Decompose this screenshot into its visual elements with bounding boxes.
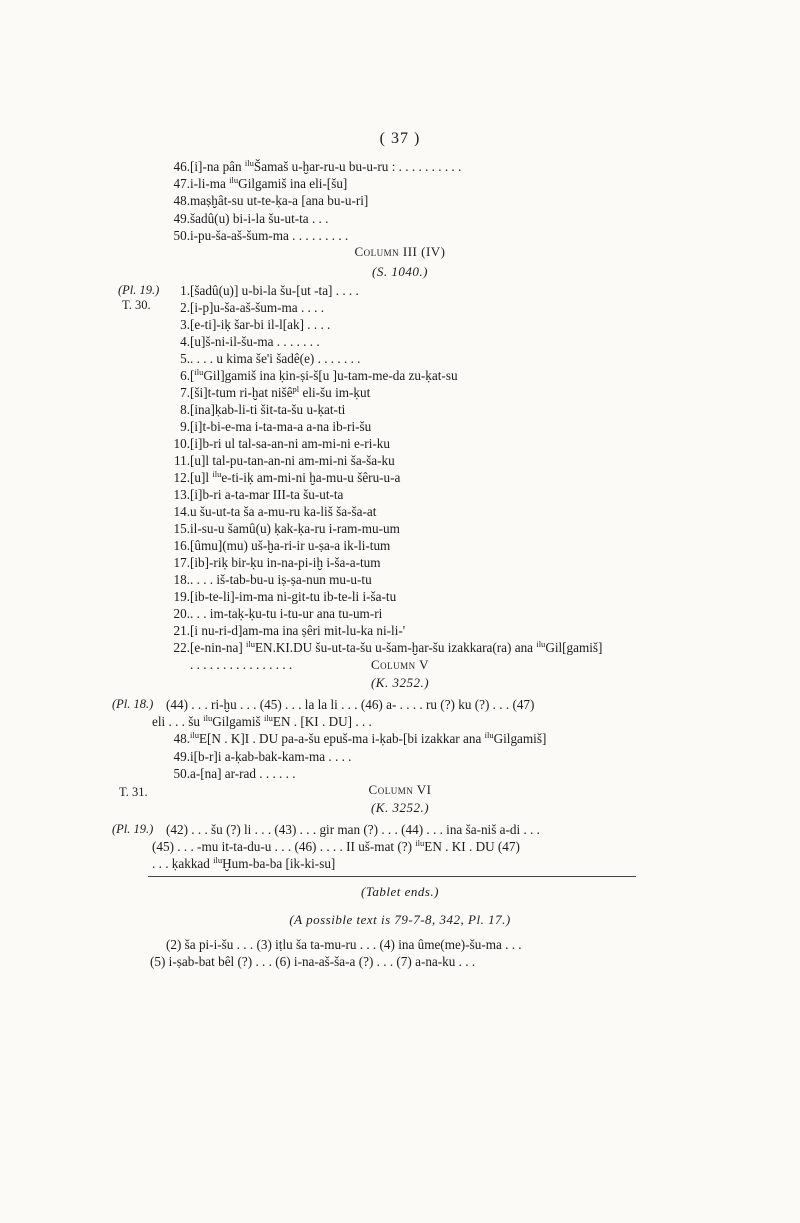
line-text: a-[na] ar-rad . . . . . . xyxy=(190,766,296,781)
line-number: 1. xyxy=(180,283,190,298)
line-number: 16. xyxy=(173,538,190,553)
line-number: 46. xyxy=(173,159,190,174)
line-number: 49. xyxy=(173,210,190,226)
plate-ref-18: (Pl. 18.) xyxy=(112,697,154,711)
line-text: [u]l tal-pu-tan-an-ni am-mi-ni ša-ša-ku xyxy=(190,453,395,468)
line-number: 15. xyxy=(173,521,190,536)
line-text: u šu-ut-ta ša a-mu-ru ka-liš ša-ša-at xyxy=(190,504,377,519)
line-text: . . . . iš-tab-bu-u iṣ-ṣa-nun mu-u-tu xyxy=(190,572,372,587)
column-iii-heading: Column III (IV) xyxy=(354,244,446,259)
column-vi-row-1: (42) . . . šu (?) li . . . (43) . . . gir man (?) . . . (44) . . . ina ša-niš a-di . . . xyxy=(166,822,540,837)
line-text: [ib]-riḳ bir-ḳu in-na-pi-iḫ i-ša-a-tum xyxy=(190,555,381,570)
line-text: [$^{ilu}$Gil]gamiš ina ḳin-ṣi-š[u ]u-tam-me-da zu-ḳat-su xyxy=(190,367,458,383)
line-text: [šadû(u)] u-bi-la šu-[ut -ta] . . . . xyxy=(190,283,359,298)
line-number: 19. xyxy=(173,589,190,604)
line-text: [i]b-ri ul tal-sa-an-ni am-mi-ni e-ri-ku xyxy=(190,436,390,451)
line-text: i-pu-ša-aš-šum-ma . . . . . . . . . xyxy=(190,227,349,243)
line-text: $^{ilu}$E[N . K]I . DU pa-a-šu epuš-ma i-ḳab-[bi izakkar ana $^{ilu}$Gilgamiš] xyxy=(190,730,547,746)
line-text: i-li-ma $^{ilu}$Gilgamiš ina eli-[šu] xyxy=(190,175,348,192)
line-number: 13. xyxy=(173,487,190,502)
line-number: 20. xyxy=(173,606,190,621)
line-text: [u]š-ni-il-šu-ma . . . . . . . xyxy=(190,334,320,349)
column-vi-heading: Column VI xyxy=(368,782,432,797)
horizontal-rule xyxy=(148,876,636,877)
line-number: 10. xyxy=(173,436,190,451)
line-number: 5. xyxy=(180,351,190,366)
line-number: 2. xyxy=(180,300,190,315)
line-text: [e-nin-na] $^{ilu}$EN.KI.DU šu-ut-ta-šu u-šam-ḫar-šu izakkara(ra) ana $^{ilu}$Gil[gamiš] xyxy=(190,639,603,655)
column-vi-row-2: (45) . . . -mu it-ta-du-u . . . (46) . . . . II uš-mat (?) $^{ilu}$EN . KI . DU (47) xyxy=(152,838,520,854)
line-text: [ši]t-tum ri-ḫat nišê$^{pl}$ eli-šu im-ḳut xyxy=(190,384,371,400)
line-number: 3. xyxy=(180,317,190,332)
line-number: 11. xyxy=(174,453,190,468)
line-number: 18. xyxy=(173,572,190,587)
tablet-ref-31: T. 31. xyxy=(119,785,148,799)
line-number: 50. xyxy=(173,227,190,243)
line-text: [i-p]u-ša-aš-šum-ma . . . . xyxy=(190,300,325,315)
line-text: il-su-u šamû(u) ḳak-ḳa-ru i-ram-mu-um xyxy=(190,521,400,536)
line-number: 49. xyxy=(173,748,190,764)
line-text: [ina]ḳab-li-ti šit-ta-šu u-ḳat-ti xyxy=(190,402,346,417)
line-text: [i nu-ri-d]am-ma ina ṣêri mit-lu-ka ni-li-' xyxy=(190,623,406,638)
line-text: . . . im-taḳ-ḳu-tu i-tu-ur ana tu-um-ri xyxy=(190,606,383,621)
page-number: ( 37 ) xyxy=(379,130,421,147)
possible-text-row-2: (5) i-ṣab-bat bêl (?) . . . (6) i-na-aš-ša-a (?) . . . (7) a-na-ku . . . xyxy=(150,954,476,969)
tablet-ref-30: T. 30. xyxy=(122,298,151,312)
column-vi-source: (K. 3252.) xyxy=(370,800,430,815)
line-text: [ib-te-li]-im-ma ni-git-tu ib-te-li i-ša-tu xyxy=(190,589,397,604)
line-text: maṣḫât-su ut-te-ḳa-a [ana bu-u-ri] xyxy=(190,193,369,209)
line-number: 48. xyxy=(173,731,190,746)
line-number: 9. xyxy=(180,419,190,434)
column-v-heading: Column V xyxy=(370,657,430,672)
line-number: 48. xyxy=(173,193,190,209)
column-v-row-2: eli . . . šu $^{ilu}$Gilgamiš $^{ilu}$EN . [KI . DU] . . . xyxy=(152,713,372,729)
line-text: [ûmu](mu) uš-ḫa-ri-ir u-ṣa-a ik-li-tum xyxy=(190,538,391,553)
line-text: [e-ti]-iḳ šar-bi il-l[ak] . . . . xyxy=(190,317,331,332)
column-vi-row-3: . . . ḳakkad $^{ilu}$Ḫum-ba-ba [ik-ki-su] xyxy=(152,855,336,871)
line-number: 7. xyxy=(180,385,190,400)
line-number: 8. xyxy=(180,402,190,417)
line-number: 14. xyxy=(173,504,190,519)
column-iii-source: (S. 1040.) xyxy=(372,264,428,279)
line-number: 4. xyxy=(180,334,190,349)
possible-text-row-1: (2) ša pi-i-šu . . . (3) iṭlu ša ta-mu-ru . . . (4) ina ûme(me)-šu-ma . . . xyxy=(166,937,522,952)
line-text: . . . . u kima še'i šadê(e) . . . . . . . xyxy=(190,351,361,366)
tablet-ends: (Tablet ends.) xyxy=(360,884,440,899)
plate-ref-19b: (Pl. 19.) xyxy=(112,822,154,836)
line-text: šadû(u) bi-i-la šu-ut-ta . . . xyxy=(190,210,329,226)
line-text: [i]b-ri a-ta-mar III-ta šu-ut-ta xyxy=(190,487,344,502)
column-v-source: (K. 3252.) xyxy=(370,675,430,690)
line-text: [u]l $^{ilu}$e-ti-iḳ am-mi-ni ḫa-mu-u šêru-u-a xyxy=(190,469,401,485)
line-text: . . . . . . . . . . . . . . . . xyxy=(190,657,293,672)
line-number: 50. xyxy=(173,766,190,781)
column-v-row-1: (44) . . . ri-ḫu . . . (45) . . . la la li . . . (46) a- . . . . ru (?) ku (?) . . . (47) xyxy=(166,697,535,712)
line-number: 22. xyxy=(173,640,190,655)
line-number: 47. xyxy=(173,176,190,192)
possible-text-note: (A possible text is 79-7-8, 342, Pl. 17.) xyxy=(289,912,511,927)
line-number: 12. xyxy=(173,470,190,485)
line-text: [i]t-bi-e-ma i-ta-ma-a a-na ib-ri-šu xyxy=(190,419,372,434)
line-text: i[b-r]i a-ḳab-bak-kam-ma . . . . xyxy=(190,748,352,764)
line-text: [i]-na pân $^{ilu}$Šamaš u-ḫar-ru-u bu-u-ru : . . . . . . . . . . xyxy=(190,158,462,174)
plate-ref-19: (Pl. 19.) xyxy=(118,283,160,297)
line-number: 6. xyxy=(180,368,190,383)
line-number: 17. xyxy=(173,555,190,570)
line-number: 21. xyxy=(173,623,190,638)
